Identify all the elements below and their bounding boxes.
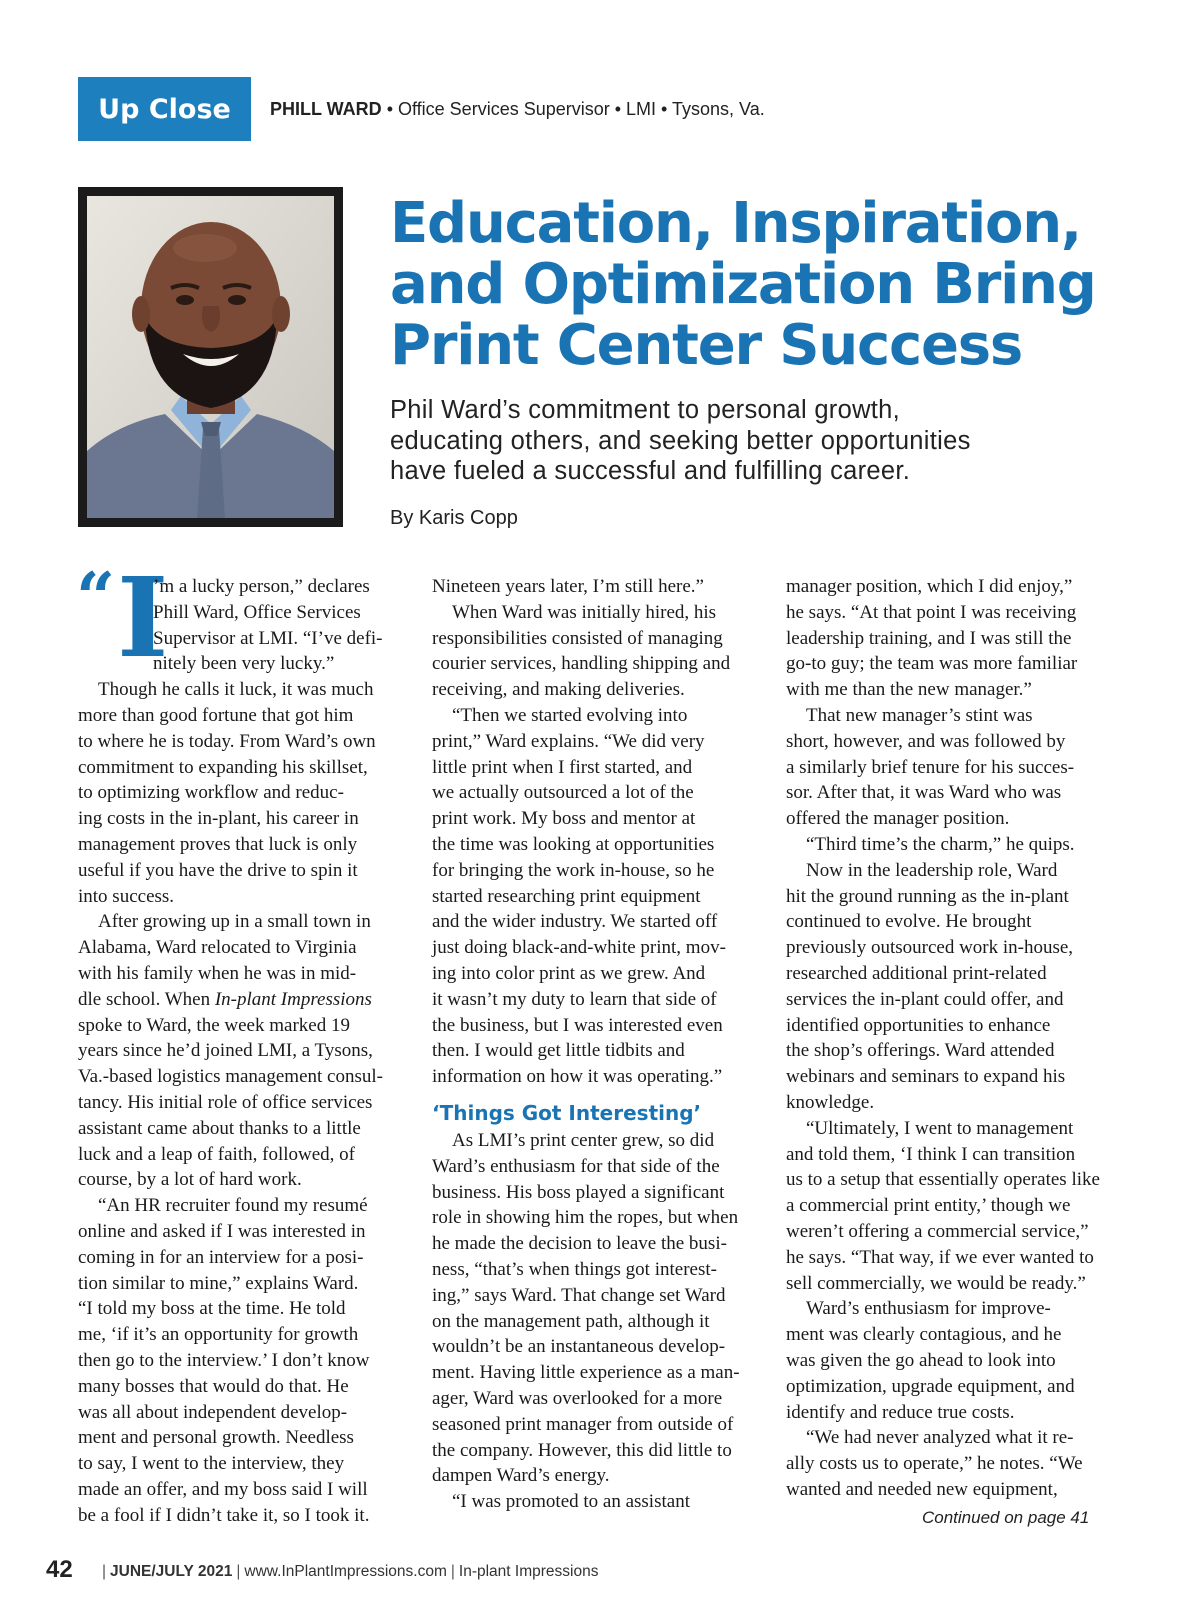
text-line: Ward’s enthusiasm for improve- bbox=[806, 1298, 1051, 1320]
text-line: knowledge. bbox=[786, 1091, 875, 1113]
text-line: weren’t offering a commercial service,” bbox=[786, 1220, 1089, 1242]
text-line: on the management path, although it bbox=[432, 1310, 710, 1332]
text-line: “I was promoted to an assistant bbox=[452, 1491, 690, 1513]
footer-issue: JUNE/JULY 2021 bbox=[110, 1563, 233, 1580]
text-line: “Third time’s the charm,” he quips. bbox=[806, 833, 1075, 855]
author-byline: By Karis Copp bbox=[390, 507, 518, 529]
text-line: information on how it was operating.” bbox=[432, 1066, 723, 1088]
dek bbox=[390, 395, 1130, 487]
text-line: short, however, and was followed by bbox=[786, 730, 1066, 752]
text-line: Now in the leadership role, Ward bbox=[806, 859, 1058, 881]
text-line: the business, but I was interested even bbox=[432, 1014, 723, 1036]
text-line: a similarly brief tenure for his succes- bbox=[786, 756, 1075, 778]
text-line: to say, I went to the interview, they bbox=[78, 1453, 345, 1475]
text-line: spoke to Ward, the week marked 19 bbox=[78, 1014, 350, 1036]
portrait-photo bbox=[78, 187, 343, 527]
text-line: “An HR recruiter found my resumé bbox=[98, 1195, 368, 1217]
text-line: responsibilities consisted of managing bbox=[432, 627, 723, 649]
dek-line: Phil Ward’s commitment to personal growth, bbox=[390, 396, 901, 424]
text-line: us to a setup that essentially operates like bbox=[786, 1169, 1100, 1191]
text-line: Ward’s enthusiasm for that side of the bbox=[432, 1155, 720, 1177]
text-line: When Ward was initially hired, his bbox=[452, 601, 717, 623]
text-line: with his family when he was in mid- bbox=[78, 962, 357, 984]
text-line: management proves that luck is only bbox=[78, 833, 358, 855]
text-line: more than good fortune that got him bbox=[78, 704, 354, 726]
text-line: he says. “At that point I was receiving bbox=[786, 601, 1077, 623]
footer-publication: In-plant Impressions bbox=[458, 1563, 599, 1580]
text-line: many bosses that would do that. He bbox=[78, 1375, 349, 1397]
text-line: just doing black-and-white print, mov- bbox=[432, 937, 726, 959]
text-line bbox=[78, 987, 418, 1013]
text-line: ment was clearly contagious, and he bbox=[786, 1324, 1062, 1346]
portrait-icon bbox=[87, 196, 334, 518]
text-line: leadership training, and I was still the bbox=[786, 627, 1072, 649]
text-line: tion similar to mine,” explains Ward. bbox=[78, 1272, 359, 1294]
text-line: was all about independent develop- bbox=[78, 1401, 348, 1423]
text-line: useful if you have the drive to spin it bbox=[78, 859, 358, 881]
text-line: go-to guy; the team was more familiar bbox=[786, 653, 1078, 675]
text-line: wouldn’t be an instantaneous develop- bbox=[432, 1336, 726, 1358]
text-line: with me than the new manager.” bbox=[786, 679, 1032, 701]
text-line: role in showing him the ropes, but when bbox=[432, 1207, 739, 1229]
text-line: the company. However, this did little to bbox=[432, 1439, 732, 1461]
text-line: continued to evolve. He brought bbox=[786, 911, 1032, 933]
text-line: seasoned print manager from outside of bbox=[432, 1413, 734, 1435]
text-line: identified opportunities to enhance bbox=[786, 1014, 1051, 1036]
footer-separator: | bbox=[236, 1563, 241, 1580]
text-line: previously outsourced work in-house, bbox=[786, 937, 1074, 959]
text-line: for bringing the work in-house, so he bbox=[432, 859, 715, 881]
text-line: a commercial print entity,’ though we bbox=[786, 1195, 1071, 1217]
article-column-1 bbox=[78, 574, 418, 1528]
text-line: then. I would get little tidbits and bbox=[432, 1040, 685, 1062]
headline-line: and Optimization Bring bbox=[390, 252, 1096, 317]
drop-cap: I bbox=[117, 553, 169, 682]
section-subhead: ‘Things Got Interesting’ bbox=[432, 1100, 702, 1125]
text-line: we actually outsourced a lot of the bbox=[432, 782, 694, 804]
text-line: dampen Ward’s energy. bbox=[432, 1465, 610, 1487]
text-line: he says. “That way, if we ever wanted to bbox=[786, 1246, 1094, 1268]
dek-line: educating others, and seeking better opportunities bbox=[390, 426, 971, 455]
text-line: me, ‘if it’s an opportunity for growth bbox=[78, 1324, 359, 1346]
text-line: “Ultimately, I went to management bbox=[806, 1117, 1074, 1139]
text-line: “I told my boss at the time. He told bbox=[78, 1298, 346, 1320]
text-line: services the in-plant could offer, and bbox=[786, 988, 1064, 1010]
page-footer bbox=[98, 1563, 598, 1581]
text-run: dle school. When bbox=[78, 988, 215, 1010]
text-line: hit the ground running as the in-plant bbox=[786, 885, 1069, 907]
text-line: started researching print equipment bbox=[432, 885, 701, 907]
text-line: into success. bbox=[78, 885, 175, 907]
page-number: 42 bbox=[46, 1556, 73, 1583]
publication-name: In-plant Impressions bbox=[214, 988, 372, 1010]
text-line: business. His boss played a significant bbox=[432, 1181, 725, 1203]
text-line: optimization, upgrade equipment, and bbox=[786, 1375, 1075, 1397]
text-line: he made the decision to leave the busi- bbox=[432, 1233, 727, 1255]
footer-separator: | bbox=[102, 1563, 107, 1580]
text-line: manager position, which I did enjoy,” bbox=[786, 576, 1073, 597]
section-tag: Up Close bbox=[78, 77, 251, 141]
text-line: course, by a lot of hard work. bbox=[78, 1169, 302, 1191]
text-line: made an offer, and my boss said I will bbox=[78, 1478, 368, 1500]
text-line: years since he’d joined LMI, a Tysons, bbox=[78, 1040, 373, 1062]
text-line: ing costs in the in-plant, his career in bbox=[78, 808, 359, 830]
text-line: Alabama, Ward relocated to Virginia bbox=[78, 937, 357, 959]
text-line: After growing up in a small town in bbox=[98, 911, 371, 933]
profile-line bbox=[270, 99, 765, 120]
text-line: coming in for an interview for a posi- bbox=[78, 1246, 364, 1268]
text-line: wanted and needed new equipment, bbox=[786, 1478, 1058, 1500]
text-line: be a fool if I didn’t take it, so I took it. bbox=[78, 1504, 370, 1526]
text-line: to optimizing workflow and reduc- bbox=[78, 782, 344, 804]
text-line: and the wider industry. We started off bbox=[432, 911, 718, 933]
text-line: sell commercially, we would be ready.” bbox=[786, 1272, 1086, 1294]
text-line: courier services, handling shipping and bbox=[432, 653, 731, 675]
dek-line: have fueled a successful and fulfilling career. bbox=[390, 457, 911, 485]
text-line: ager, Ward was overlooked for a more bbox=[432, 1387, 723, 1409]
text-line: ing,” says Ward. That change set Ward bbox=[432, 1284, 726, 1306]
text-line: “We had never analyzed what it re- bbox=[806, 1427, 1074, 1449]
footer-separator: | bbox=[450, 1563, 455, 1580]
text-line: ing into color print as we grew. And bbox=[432, 962, 706, 984]
text-line: it wasn’t my duty to learn that side of bbox=[432, 988, 717, 1010]
text-line: ’m a lucky person,” declares bbox=[153, 576, 370, 597]
text-line: tancy. His initial role of office services bbox=[78, 1091, 373, 1113]
text-line: ally costs us to operate,” he notes. “We bbox=[786, 1453, 1083, 1475]
text-line: Supervisor at LMI. “I’ve defi- bbox=[153, 627, 383, 649]
headline-line: Education, Inspiration, bbox=[390, 191, 1081, 256]
text-line: offered the manager position. bbox=[786, 808, 1010, 830]
text-line: little print when I first started, and bbox=[432, 756, 693, 778]
text-line: assistant came about thanks to a little bbox=[78, 1117, 361, 1139]
text-line: Though he calls it luck, it was much bbox=[98, 679, 374, 701]
text-line: Va.-based logistics management consul- bbox=[78, 1066, 383, 1088]
text-line: was given the go ahead to look into bbox=[786, 1349, 1056, 1371]
continued-jump-line: Continued on page 41 bbox=[922, 1508, 1090, 1527]
text-line: online and asked if I was interested in bbox=[78, 1220, 366, 1242]
text-line: That new manager’s stint was bbox=[806, 704, 1033, 726]
text-line: then go to the interview.’ I don’t know bbox=[78, 1349, 370, 1371]
text-line: webinars and seminars to expand his bbox=[786, 1066, 1066, 1088]
text-line: ment and personal growth. Needless bbox=[78, 1427, 354, 1449]
text-line: to where he is today. From Ward’s own bbox=[78, 730, 376, 752]
text-line: print work. My boss and mentor at bbox=[432, 808, 696, 830]
article-column-2 bbox=[432, 574, 772, 1515]
headline bbox=[390, 193, 1120, 376]
text-line: and told them, ‘I think I can transition bbox=[786, 1143, 1076, 1165]
profile-name: PHILL WARD bbox=[270, 99, 382, 119]
text-line: sor. After that, it was Ward who was bbox=[786, 782, 1062, 804]
text-line: identify and reduce true costs. bbox=[786, 1401, 1015, 1423]
text-line: Nineteen years later, I’m still here.” bbox=[432, 576, 704, 597]
text-line: ness, “that’s when things got interest- bbox=[432, 1258, 717, 1280]
text-line: the shop’s offerings. Ward attended bbox=[786, 1040, 1055, 1062]
opening-quote-mark: “ bbox=[76, 558, 116, 638]
text-line: As LMI’s print center grew, so did bbox=[452, 1129, 715, 1151]
text-line: receiving, and making deliveries. bbox=[432, 679, 685, 701]
profile-details: • Office Services Supervisor • LMI • Tysons, Va. bbox=[386, 99, 765, 119]
text-line: the time was looking at opportunities bbox=[432, 833, 715, 855]
text-line: commitment to expanding his skillset, bbox=[78, 756, 368, 778]
text-line: luck and a leap of faith, followed, of bbox=[78, 1143, 355, 1165]
text-line: Phill Ward, Office Services bbox=[153, 601, 361, 623]
article-column-3 bbox=[786, 574, 1126, 1503]
text-line: print,” Ward explains. “We did very bbox=[432, 730, 705, 752]
headline-line: Print Center Success bbox=[390, 313, 1023, 378]
text-line: nitely been very lucky.” bbox=[153, 653, 335, 675]
text-line: ment. Having little experience as a man- bbox=[432, 1362, 740, 1384]
footer-website: www.InPlantImpressions.com bbox=[244, 1563, 447, 1580]
text-line: “Then we started evolving into bbox=[452, 704, 688, 726]
text-line: researched additional print-related bbox=[786, 962, 1047, 984]
